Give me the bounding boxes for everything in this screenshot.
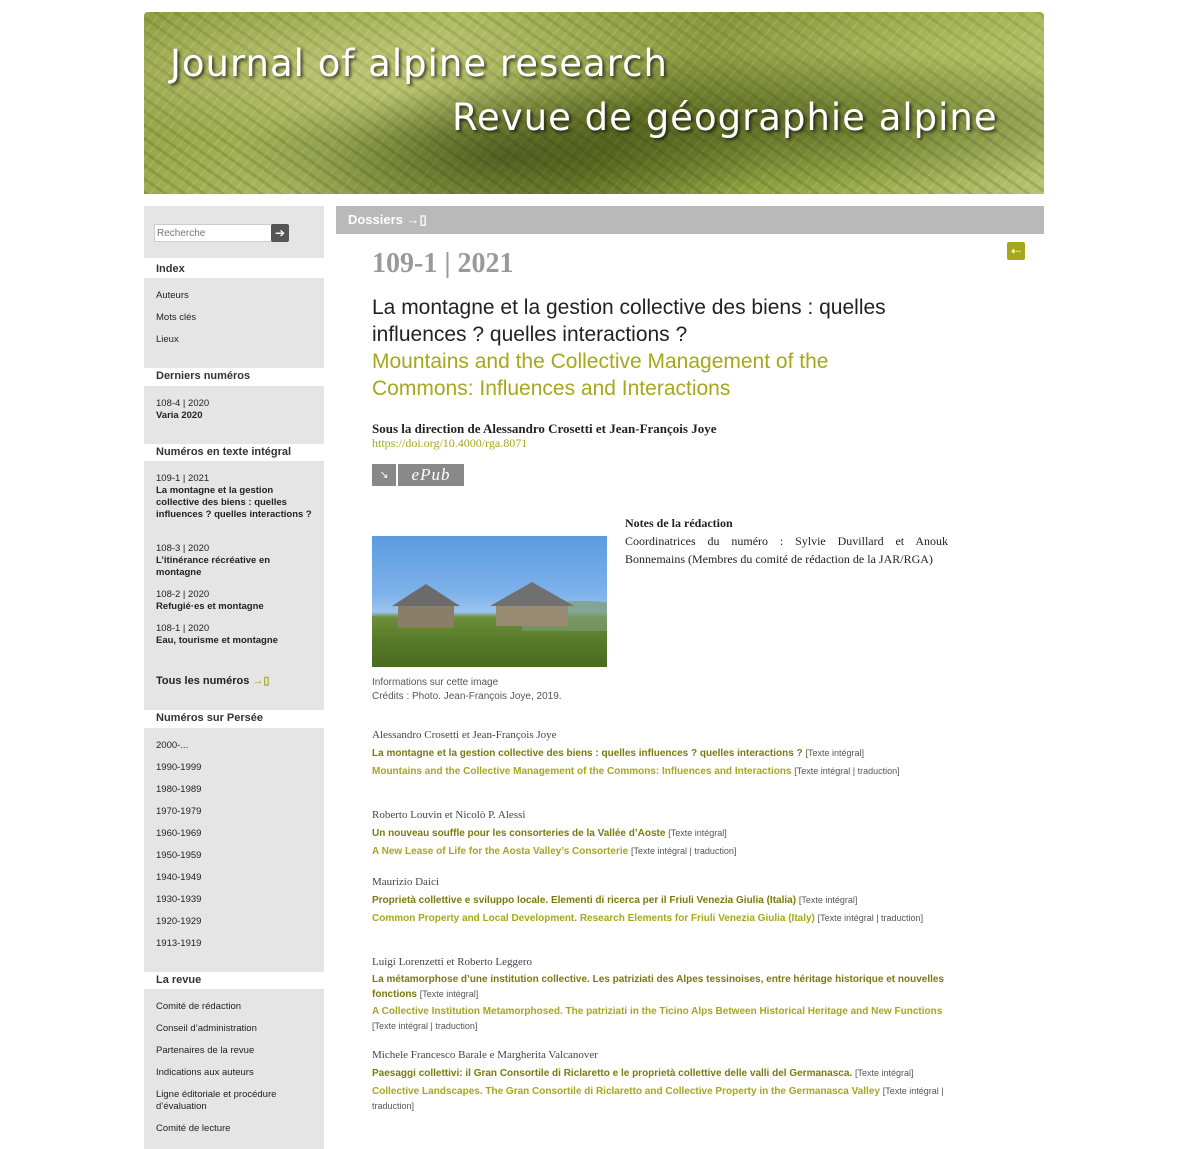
article-authors: Luigi Lorenzetti et Roberto Leggero (372, 955, 952, 969)
persee-item[interactable]: 1980-1989 (156, 784, 316, 796)
index-item-auteurs[interactable]: Auteurs (156, 290, 316, 302)
download-arrow-icon: ↘ (372, 464, 396, 486)
doi-link[interactable]: https://doi.org/10.4000/rga.8071 (372, 436, 527, 451)
persee-item[interactable]: 1930-1939 (156, 894, 316, 906)
article-translation-link[interactable]: Collective Landscapes. The Gran Consortile di Riclaretto and Collective Property in the Germanasca Valley (372, 1086, 880, 1097)
issue-num: 109-1 | 2021 (156, 473, 316, 485)
index-box (144, 278, 324, 368)
article-authors: Maurizio Daici (372, 875, 952, 889)
fulltext-issue-3[interactable] (156, 589, 316, 613)
index-item-lieux[interactable]: Lieux (156, 334, 316, 346)
issue-title-fr: La montagne et la gestion collective des biens : quelles influences ? quelles interactions ? (372, 294, 932, 348)
revue-item[interactable]: Ligne éditoriale et procédure d’évaluation (156, 1089, 316, 1113)
issue-title: L’itinérance récréative en montagne (156, 555, 316, 579)
latest-issue-title: Varia 2020 (156, 410, 316, 422)
article-entry (372, 808, 952, 859)
epub-download-button[interactable] (372, 464, 464, 486)
fulltext-tag[interactable]: [Texte intégral] (420, 989, 479, 999)
fulltext-tag[interactable]: [Texte intégral | traduction] (794, 766, 899, 776)
photo-credits: Crédits : Photo. Jean-François Joye, 2019. (372, 690, 562, 704)
cover-photo[interactable] (372, 536, 607, 667)
search-submit-button[interactable] (271, 224, 289, 242)
issue-title: Eau, tourisme et montagne (156, 635, 316, 647)
issue-title: Refugié·es et montagne (156, 601, 316, 613)
fulltext-tag[interactable]: [Texte intégral] (805, 748, 864, 758)
revue-item[interactable]: Partenaires de la revue (156, 1045, 316, 1057)
article-title-link[interactable]: Proprietà collettive e sviluppo locale. Elementi di ricerca per il Friuli Venezia Giulia (Italia) (372, 895, 796, 906)
article-translation-link[interactable]: A New Lease of Life for the Aosta Valley’s Consorterie (372, 846, 628, 857)
notes-heading: Notes de la rédaction (625, 514, 948, 532)
revue-item[interactable]: Conseil d’administration (156, 1023, 316, 1035)
article-title-link[interactable]: Paesaggi collettivi: il Gran Consortile di Riclaretto e le proprietà collettive delle valli del Germanasca. (372, 1068, 852, 1079)
article-translation-link[interactable]: Common Property and Local Development. Research Elements for Friuli Venezia Giulia (Italy) (372, 913, 815, 924)
search-box (144, 206, 324, 258)
latest-box (144, 386, 324, 444)
revue-item[interactable]: Comité de lecture (156, 1123, 316, 1135)
fulltext-tag[interactable]: [Texte intégral] (855, 1068, 914, 1078)
photo-info-link[interactable]: Informations sur cette image (372, 676, 562, 690)
fulltext-tag[interactable]: [Texte intégral | traduction] (631, 846, 736, 856)
all-issues-link[interactable] (156, 675, 316, 687)
issue-number: 109-1 | 2021 (372, 248, 514, 280)
article-translation-link[interactable]: A Collective Institution Metamorphosed. The patriziati in the Ticino Alps Between Historical Heritage and New Functions (372, 1006, 942, 1017)
persee-heading: Numéros sur Persée (144, 712, 324, 724)
article-title-link[interactable]: La montagne et la gestion collective des biens : quelles influences ? quelles interactions ? (372, 748, 803, 759)
persee-item[interactable]: 2000-... (156, 740, 316, 752)
issue-num: 108-2 | 2020 (156, 589, 316, 601)
external-arrow-icon: →▯ (252, 675, 269, 687)
fulltext-heading: Numéros en texte intégral (144, 446, 324, 458)
sidebar (144, 206, 324, 1138)
dossiers-link[interactable] (348, 212, 427, 228)
latest-heading: Derniers numéros (144, 370, 324, 382)
article-authors: Roberto Louvin et Nicolò P. Alessi (372, 808, 952, 822)
revue-item[interactable]: Comité de rédaction (156, 1001, 316, 1013)
persee-item[interactable]: 1970-1979 (156, 806, 316, 818)
dossiers-label: Dossiers (348, 212, 403, 227)
back-button[interactable] (1007, 242, 1025, 260)
revue-item[interactable]: Indications aux auteurs (156, 1067, 316, 1079)
index-heading: Index (144, 263, 324, 275)
banner-title-fr: Revue de géographie alpine (452, 96, 998, 139)
persee-item[interactable]: 1940-1949 (156, 872, 316, 884)
latest-issue-link[interactable] (156, 398, 316, 422)
revue-box (144, 989, 324, 1149)
main-content (336, 234, 1044, 1138)
editorial-notes (625, 514, 948, 568)
fulltext-issue-2[interactable] (156, 543, 316, 579)
site-banner[interactable] (144, 12, 1044, 194)
banner-title-en: Journal of alpine research (170, 42, 668, 85)
latest-issue-num: 108-4 | 2020 (156, 398, 316, 410)
issue-num: 108-3 | 2020 (156, 543, 316, 555)
issue-title: La montagne et la gestion collective des biens : quelles influences ? quelles interactions ? (156, 485, 316, 521)
index-item-mots-cles[interactable]: Mots clés (156, 312, 316, 324)
persee-item[interactable]: 1913-1919 (156, 938, 316, 950)
fulltext-tag[interactable]: [Texte intégral] (668, 828, 727, 838)
fulltext-issue-4[interactable] (156, 623, 316, 647)
photo-caption (372, 676, 562, 704)
arrow-right-icon: ➔ (275, 226, 285, 240)
issue-num: 108-1 | 2020 (156, 623, 316, 635)
all-issues-label: Tous les numéros (156, 675, 249, 687)
revue-heading: La revue (144, 974, 324, 986)
persee-item[interactable]: 1990-1999 (156, 762, 316, 774)
article-entry (372, 728, 952, 779)
epub-label: ePub (398, 464, 464, 486)
persee-box (144, 728, 324, 972)
fulltext-tag[interactable]: [Texte intégral | traduction] (818, 913, 923, 923)
external-arrow-icon: →▯ (407, 212, 427, 227)
fulltext-issue-1[interactable] (156, 473, 316, 521)
article-entry (372, 955, 952, 1034)
fulltext-tag[interactable]: [Texte intégral | traduction] (372, 1021, 477, 1031)
fulltext-tag[interactable]: [Texte intégral] (799, 895, 858, 905)
fulltext-box (144, 461, 324, 710)
issue-direction: Sous la direction de Alessandro Crosetti et Jean-François Joye (372, 421, 717, 437)
article-translation-link[interactable]: Mountains and the Collective Management of the Commons: Influences and Interactions (372, 766, 792, 777)
arrow-left-icon: ⇠ (1011, 244, 1021, 258)
section-header-bar (336, 206, 1044, 234)
notes-text: Coordinatrices du numéro : Sylvie Duvillard et Anouk Bonnemains (Membres du comité de rédaction de la JAR/RGA) (625, 532, 948, 568)
persee-item[interactable]: 1960-1969 (156, 828, 316, 840)
search-input[interactable] (154, 224, 272, 242)
persee-item[interactable]: 1920-1929 (156, 916, 316, 928)
article-title-link[interactable]: Un nouveau souffle pour les consorteries de la Vallée d’Aoste (372, 828, 665, 839)
article-authors: Alessandro Crosetti et Jean-François Joye (372, 728, 952, 742)
article-entry (372, 1048, 952, 1114)
issue-title-en: Mountains and the Collective Management of the Commons: Influences and Interactions (372, 348, 932, 402)
fulltext-tag[interactable]: [Texte intégral | traduction] (372, 1086, 944, 1111)
article-entry (372, 875, 952, 926)
persee-item[interactable]: 1950-1959 (156, 850, 316, 862)
article-authors: Michele Francesco Barale e Margherita Valcanover (372, 1048, 952, 1062)
article-title-link[interactable]: La métamorphose d’une institution collective. Les patriziati des Alpes tessinoises, entre héritage historique et nouvelles fonctions (372, 974, 944, 1000)
